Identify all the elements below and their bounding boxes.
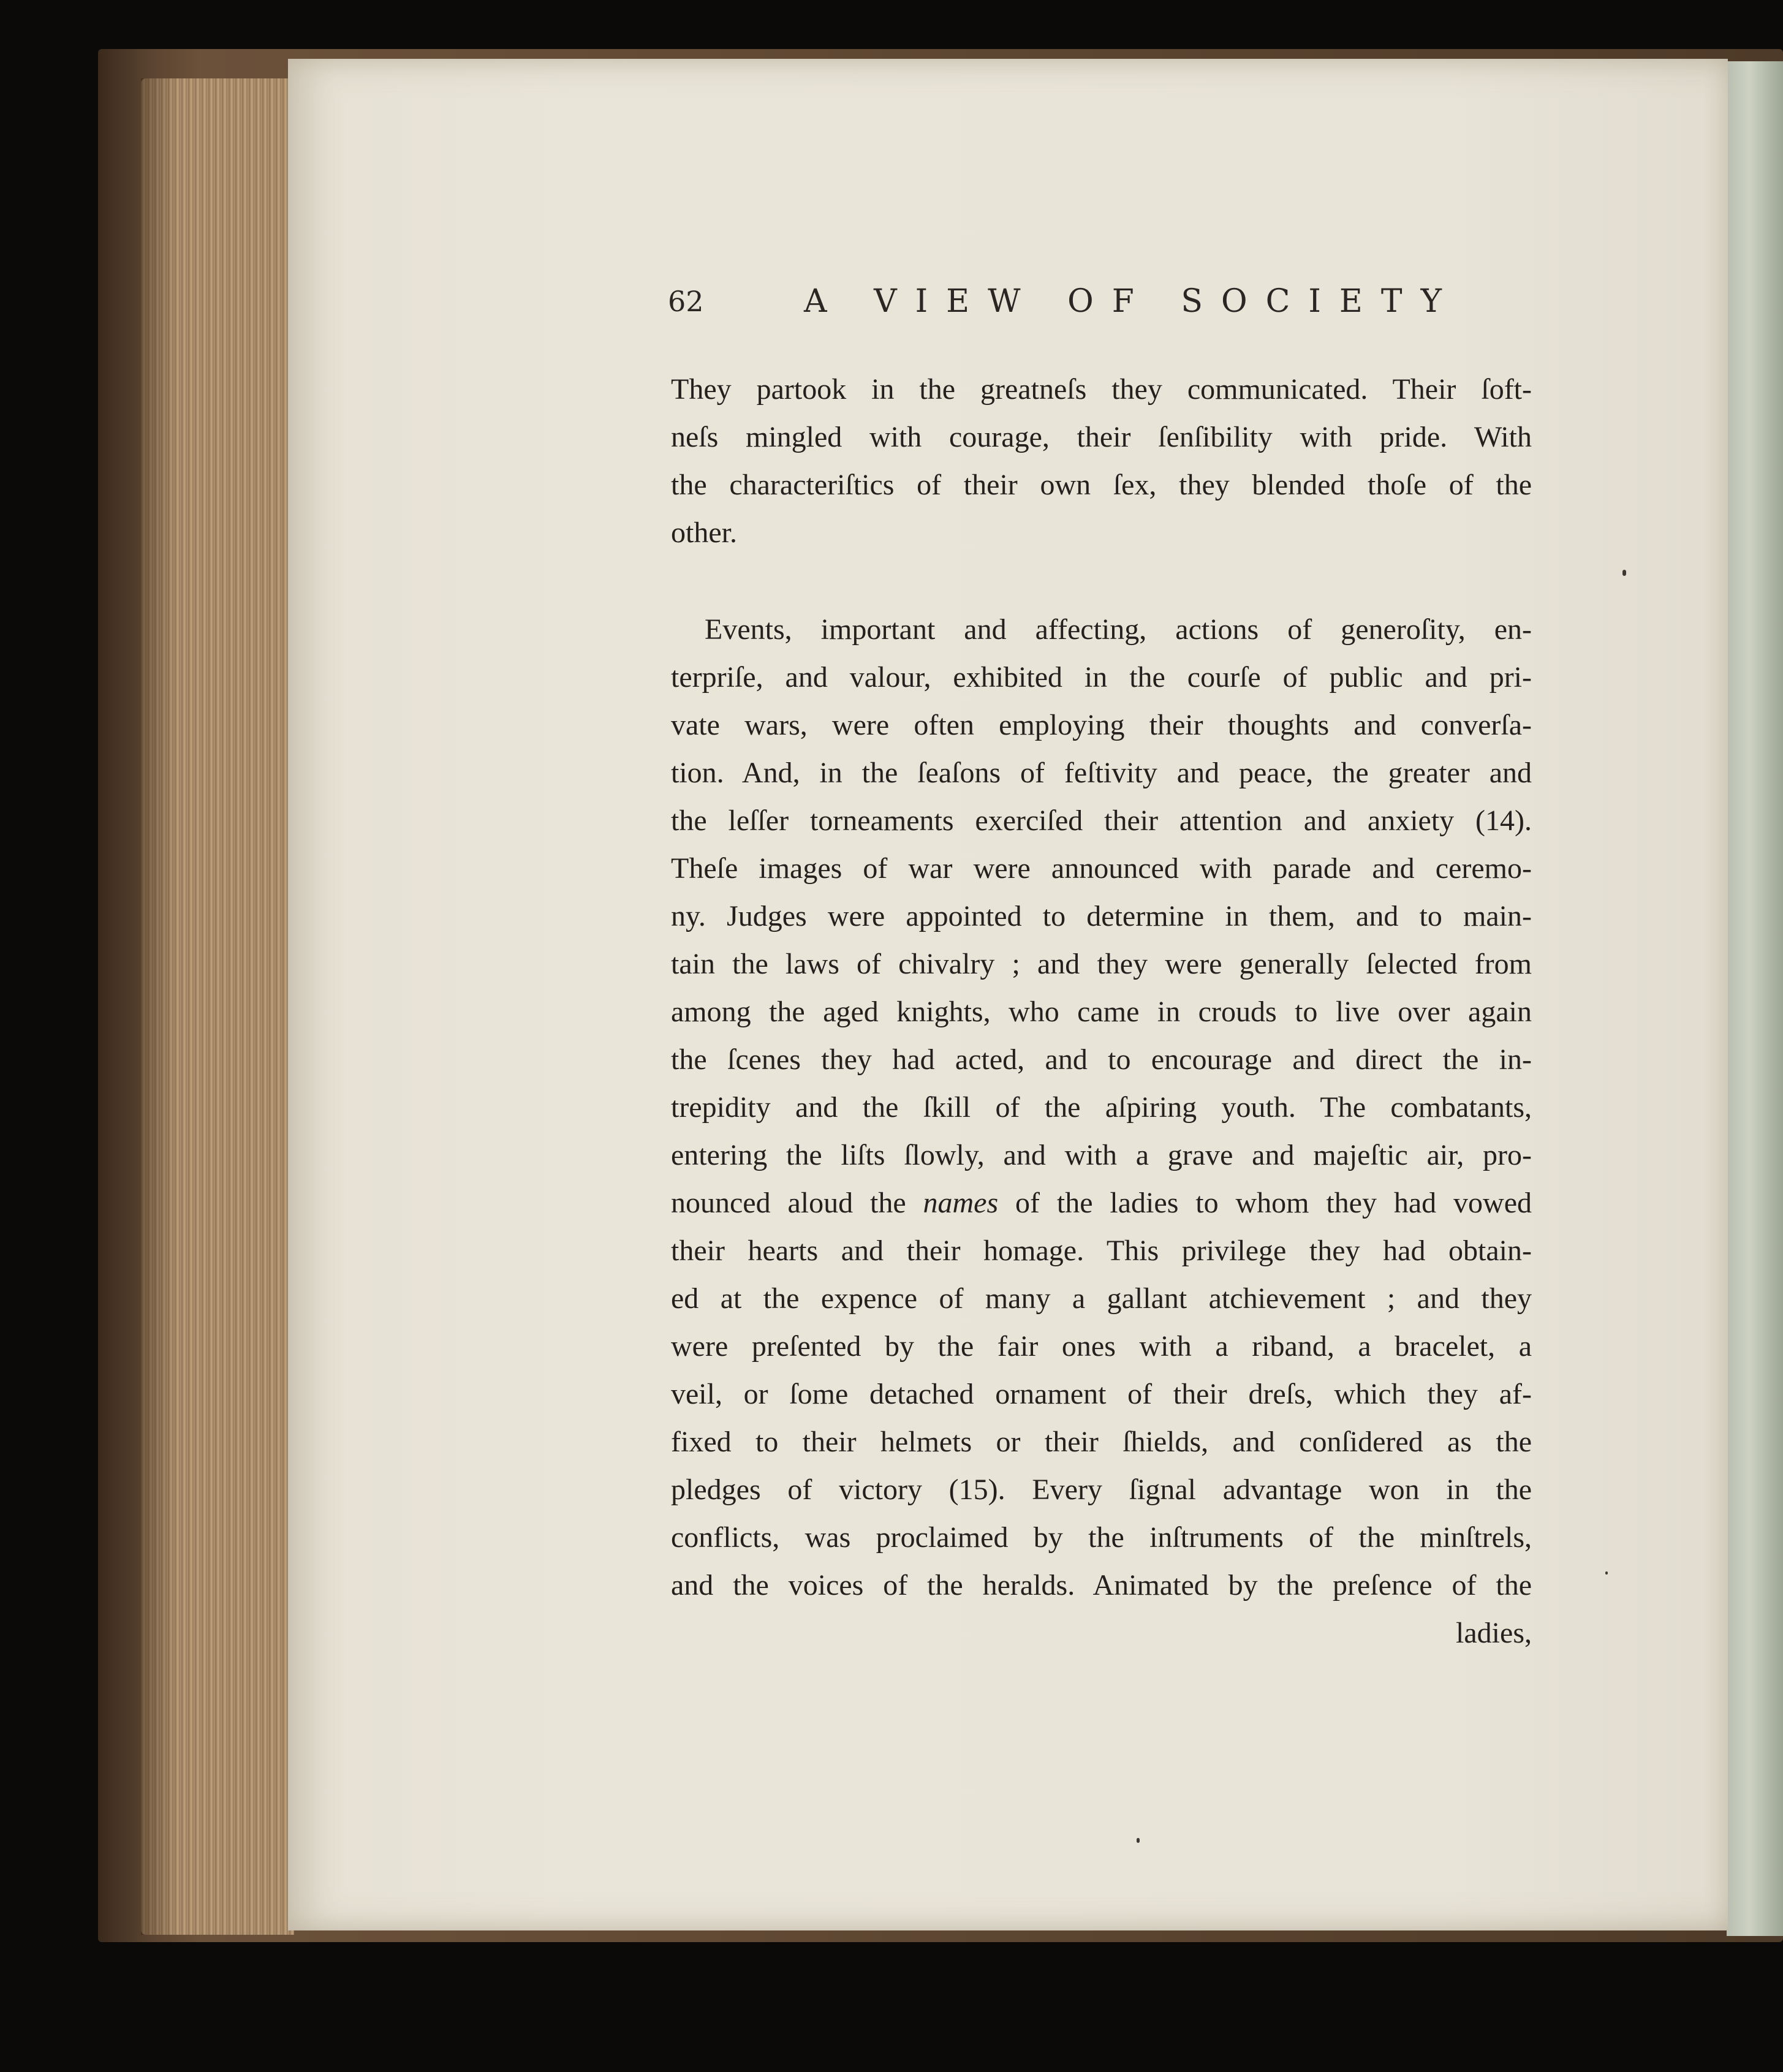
running-head: A VIEW OF SOCIETY [804,283,1460,320]
text-line: pledges of victory (15). Every ſignal advantage won in the [671,1473,1532,1506]
catchword: ladies, [1456,1617,1532,1649]
text-line: were preſented by the fair ones with a riband, a bracelet, a [671,1330,1532,1363]
text-line: and the voices of the heralds. Animated by the preſence of the [671,1569,1532,1601]
page-block-edges [141,78,294,1935]
text-line: vate wars, were often employing their thoughts and converſa- [671,709,1532,741]
text-line: nounced aloud the names of the ladies to whom they had vowed [671,1187,1532,1219]
text-line: trepidity and the ſkill of the aſpiring youth. The combatants, [671,1091,1532,1124]
text-line: neſs mingled with courage, their ſenſibility with pride. With [671,421,1532,453]
text-line: the characteriſtics of their own ſex, they blended thoſe of the [671,469,1532,501]
text-line: ed at the expence of many a gallant atchievement ; and they [671,1282,1532,1315]
text-line: They partook in the greatneſs they communicated. Their ſoft- [671,373,1532,406]
text-line: fixed to their helmets or their ſhields, and conſidered as the [671,1426,1532,1458]
text-line: conflicts, was proclaimed by the inſtruments of the minſtrels, [671,1521,1532,1554]
text-line: tain the laws of chivalry ; and they were generally ſelected from [671,948,1532,980]
next-leaf-edge [1727,61,1783,1936]
text-line: ny. Judges were appointed to determine in them, and to main- [671,900,1532,932]
text-line: tion. And, in the ſeaſons of feſtivity and peace, the greater and [671,757,1532,789]
paper-speck [1622,570,1626,576]
text-line: their hearts and their homage. This privilege they had obtain- [671,1235,1532,1267]
text-line: the ſcenes they had acted, and to encourage and direct the in- [671,1043,1532,1076]
text-line: Theſe images of war were announced with parade and ceremo- [671,852,1532,885]
text-line: veil, or ſome detached ornament of their dreſs, which they af- [671,1378,1532,1410]
text-line: terpriſe, and valour, exhibited in the courſe of public and pri- [671,661,1532,694]
text-line: the leſſer torneaments exerciſed their attention and anxiety (14). [671,804,1532,837]
text-line: Events, important and affecting, actions of generoſity, en- [705,613,1532,646]
text-line: other. [671,516,737,549]
paper-speck [1605,1571,1608,1575]
text-line: entering the liſts ſlowly, and with a grave and majeſtic air, pro- [671,1139,1532,1171]
page-number: 62 [668,285,704,318]
paper-speck [1137,1838,1140,1843]
emphasized-word: names [923,1187,999,1219]
text-line: among the aged knights, who came in crouds to live over again [671,996,1532,1028]
page-header [668,283,1460,332]
